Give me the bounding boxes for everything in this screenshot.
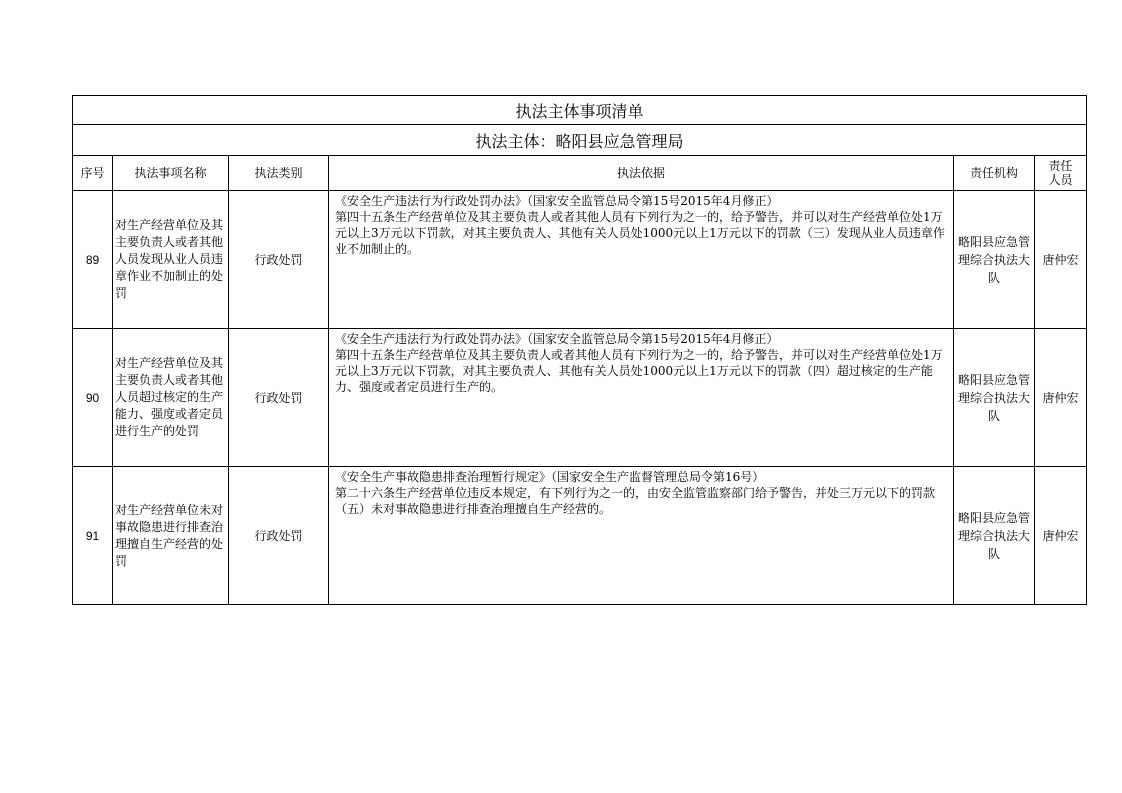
row-seq: 89 — [73, 191, 113, 329]
row-basis — [329, 467, 954, 605]
table-row — [73, 329, 1087, 467]
header-basis: 执法依据 — [329, 156, 954, 191]
basis-title: 《安全生产违法行为行政处罚办法》（国家安全监管总局令第15号2015年4月修正） — [335, 332, 779, 346]
row-item-name: 对生产经营单位及其主要负责人或者其他人员发现从业人员违章作业不加制止的处罚 — [113, 191, 229, 329]
row-item-name: 对生产经营单位及其主要负责人或者其他人员超过核定的生产能力、强度或者定员进行生产的处罚 — [113, 329, 229, 467]
row-org: 略阳县应急管理综合执法大队 — [954, 191, 1035, 329]
basis-title: 《安全生产违法行为行政处罚办法》（国家安全监管总局令第15号2015年4月修正） — [335, 194, 779, 208]
row-person: 唐仲宏 — [1035, 467, 1087, 605]
header-org: 责任机构 — [954, 156, 1035, 191]
enforcement-list-table — [72, 95, 1087, 605]
table-row — [73, 467, 1087, 605]
row-type: 行政处罚 — [229, 329, 329, 467]
row-org: 略阳县应急管理综合执法大队 — [954, 329, 1035, 467]
header-person: 责任人员 — [1035, 156, 1087, 191]
row-seq: 90 — [73, 329, 113, 467]
basis-title: 《安全生产事故隐患排查治理暂行规定》（国家安全生产监督管理总局令第16号） — [335, 470, 765, 484]
header-seq: 序号 — [73, 156, 113, 191]
row-basis — [329, 191, 954, 329]
table-row — [73, 191, 1087, 329]
row-seq: 91 — [73, 467, 113, 605]
row-type: 行政处罚 — [229, 467, 329, 605]
header-name: 执法事项名称 — [113, 156, 229, 191]
row-type: 行政处罚 — [229, 191, 329, 329]
row-org: 略阳县应急管理综合执法大队 — [954, 467, 1035, 605]
basis-text: 第二十六条生产经营单位违反本规定，有下列行为之一的，由安全监管监察部门给予警告，并处三万元以下的罚款（五）未对事故隐患进行排查治理擅自生产经营的。 — [335, 486, 936, 516]
header-row — [73, 156, 1087, 191]
row-item-name: 对生产经营单位未对事故隐患进行排查治理擅自生产经营的处罚 — [113, 467, 229, 605]
document-title: 执法主体事项清单 — [73, 96, 1087, 125]
basis-text: 第四十五条生产经营单位及其主要负责人或者其他人员有下列行为之一的，给予警告，并可以对生产经营单位处1万元以上3万元以下罚款，对其主要负责人、其他有关人员处1000元以上1万元以下的罚款（三）发现从业人员违章作业不加制止的。 — [335, 210, 945, 256]
row-basis — [329, 329, 954, 467]
basis-text: 第四十五条生产经营单位及其主要负责人或者其他人员有下列行为之一的，给予警告，并可以对生产经营单位处1万元以上3万元以下罚款，对其主要负责人、其他有关人员处1000元以上1万元以下的罚款（四）超过核定的生产能力、强度或者定员进行生产的。 — [335, 348, 943, 394]
header-type: 执法类别 — [229, 156, 329, 191]
enforcement-subject: 执法主体：略阳县应急管理局 — [73, 125, 1087, 156]
row-person: 唐仲宏 — [1035, 191, 1087, 329]
row-person: 唐仲宏 — [1035, 329, 1087, 467]
